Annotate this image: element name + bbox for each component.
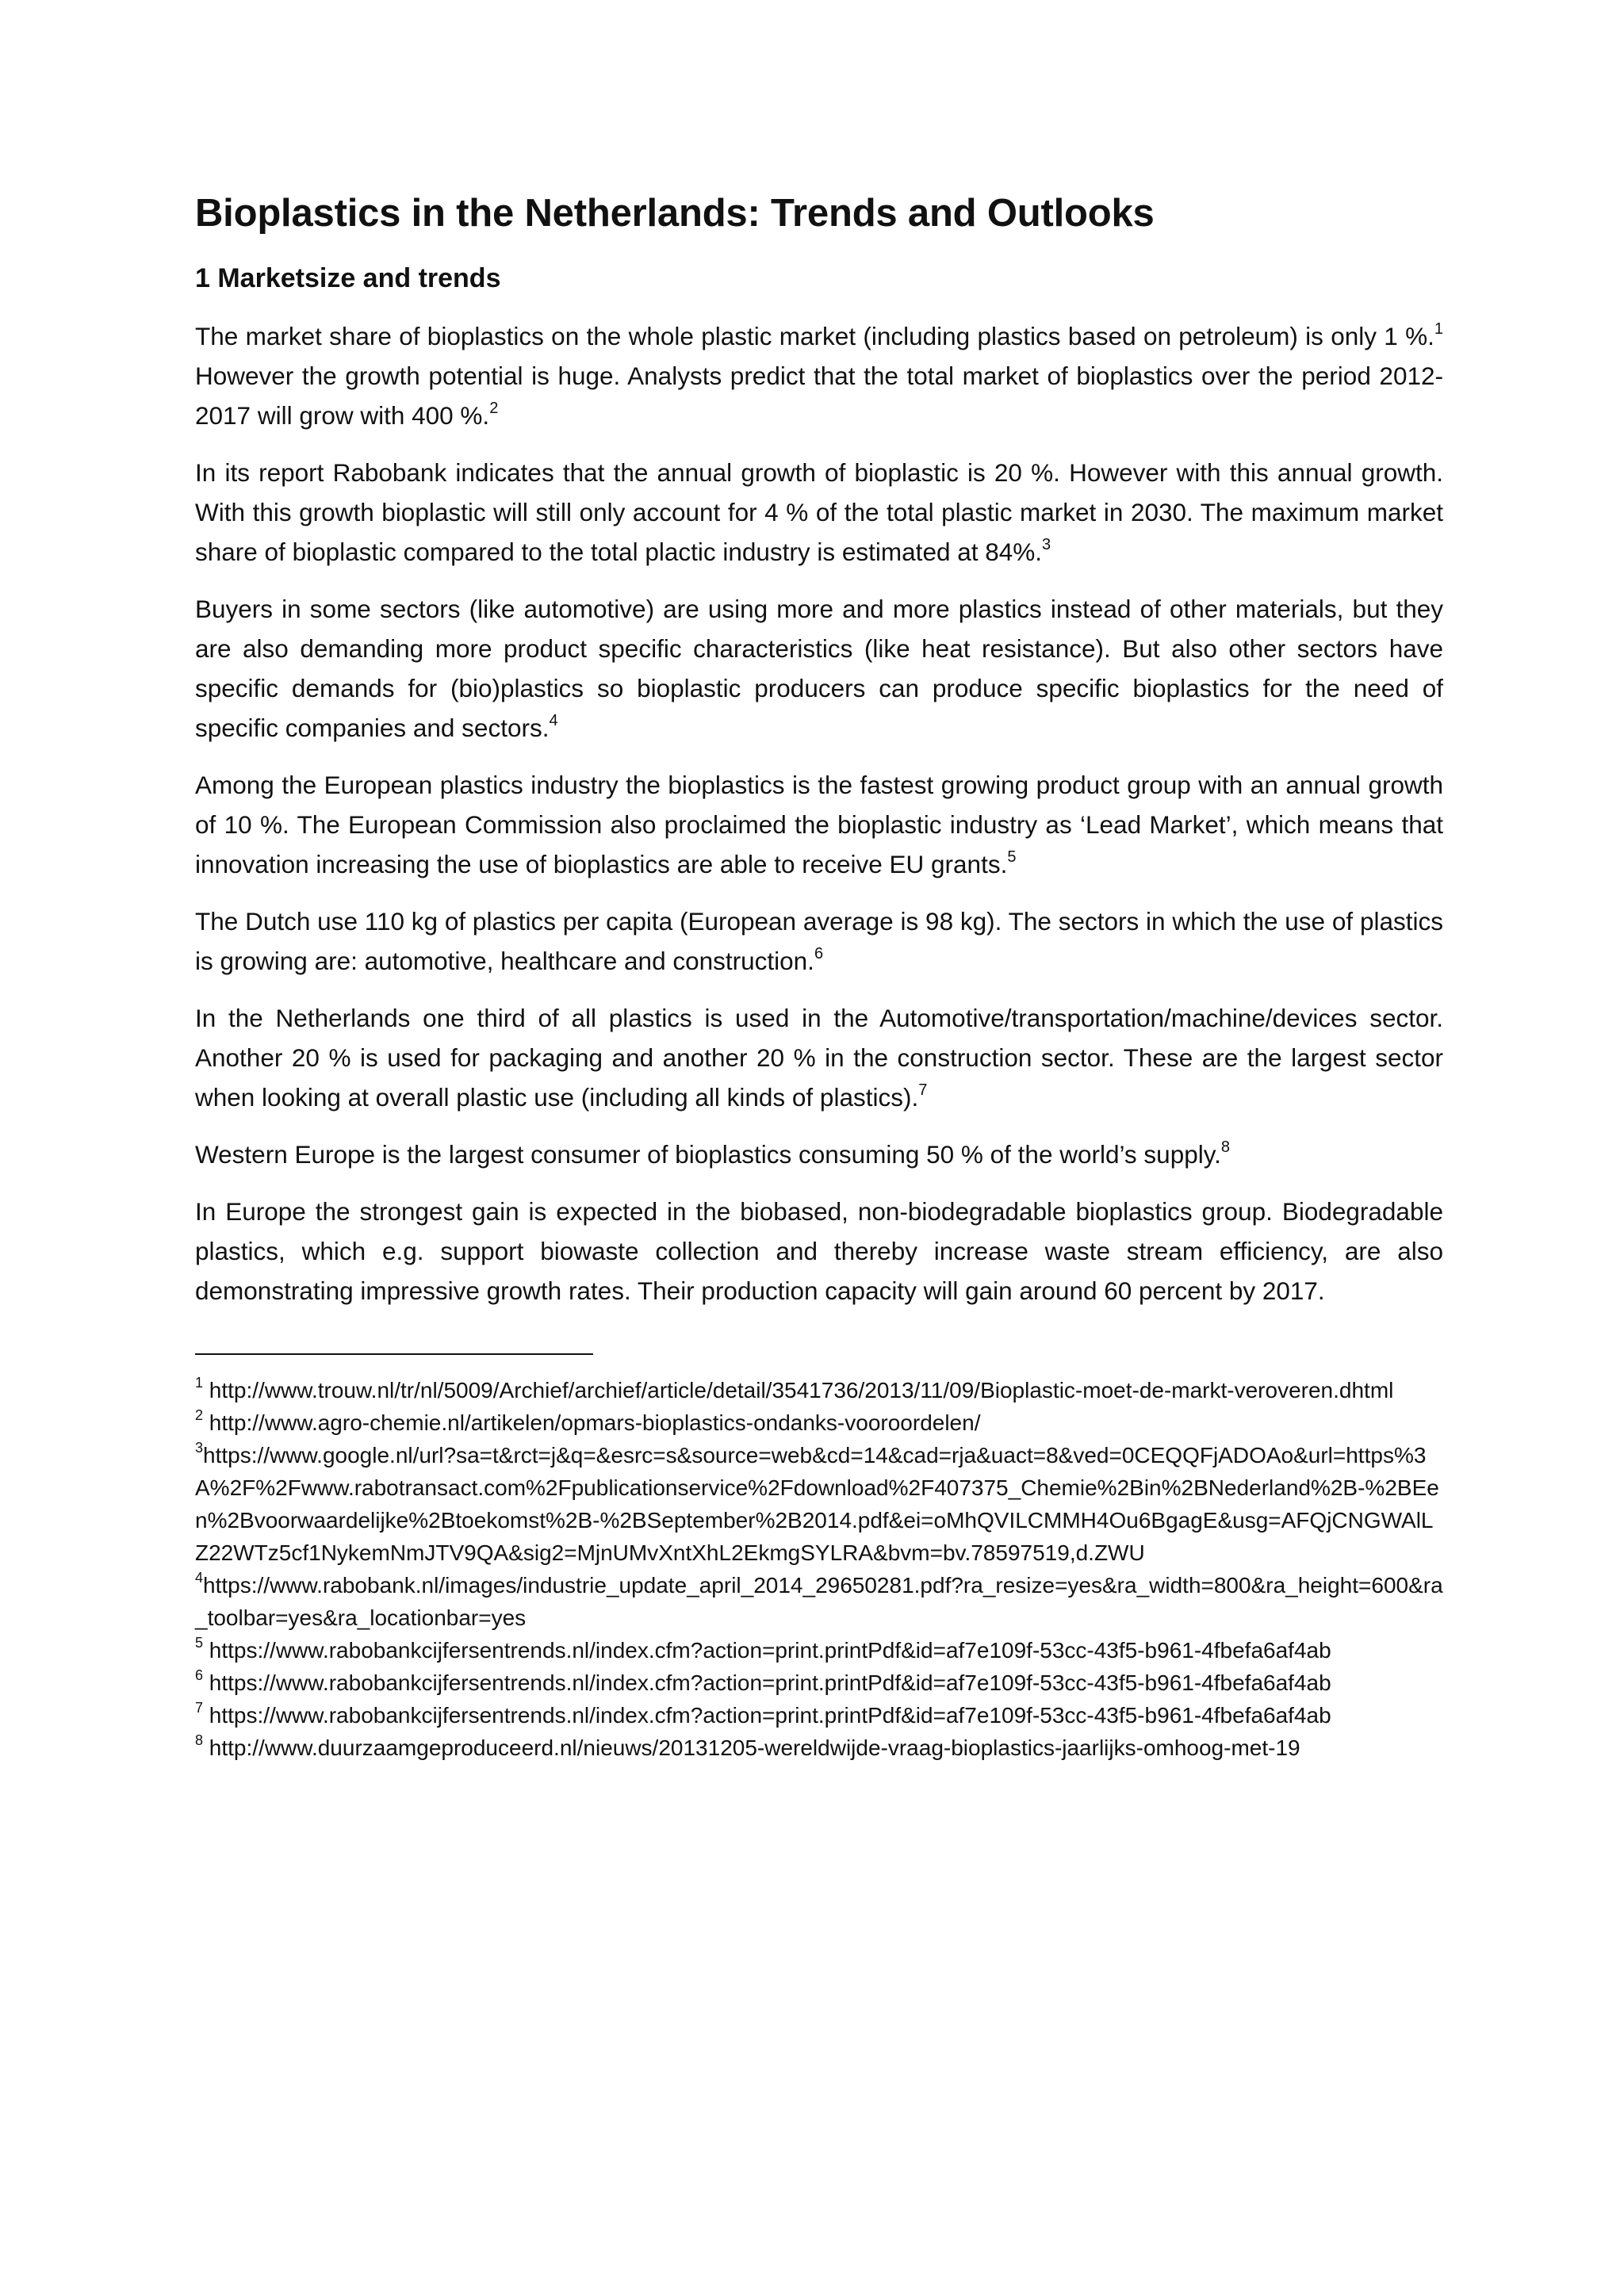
document-page xyxy=(195,190,1443,1764)
paragraph-5 xyxy=(195,901,1443,981)
footnote-link[interactable]: https://www.rabobankcijfersentrends.nl/index.cfm?action=print.printPdf&id=af7e109f-53cc-43f5-b961-4fbefa6af4ab xyxy=(209,1637,1331,1663)
footnote-number: 4 xyxy=(195,1569,204,1586)
footnotes xyxy=(195,1374,1443,1764)
footnote-ref[interactable]: 2 xyxy=(489,400,499,418)
footnote-3 xyxy=(195,1439,1443,1569)
paragraph-1 xyxy=(195,316,1443,435)
footnote-7 xyxy=(195,1699,1443,1732)
paragraph-4 xyxy=(195,765,1443,884)
footnote-ref[interactable]: 8 xyxy=(1220,1138,1231,1157)
paragraph-text: The market share of bioplastics on the whole plastic market (including plastics based on petroleum) is only 1 %. xyxy=(195,321,1434,350)
paragraph-text: In its report Rabobank indicates that the annual growth of bioplastic is 20 %. However with this annual growth. With this growth bioplastic will still only account for 4 % of the total plastic market in 2030. The maximum market share of bioplastic compared to the total plactic industry is estimated at 84%. xyxy=(195,457,1443,566)
document-title: Bioplastics in the Netherlands: Trends and Outlooks xyxy=(195,192,1155,235)
footnote-ref[interactable]: 5 xyxy=(1007,848,1017,867)
paragraph-text: In Europe the strongest gain is expected in the biobased, non-biodegradable bioplastics group. Biodegradable plastics, which e.g. support biowaste collection and thereby increase waste stream efficiency, are also demonstrating impressive growth rates. Their production capacity will gain around 60 percent by 2017. xyxy=(195,1196,1443,1305)
footnote-link[interactable]: http://www.trouw.nl/tr/nl/5009/Archief/archief/article/detail/3541736/2013/11/09/Bioplastic-moet-de-markt-veroveren.dhtml xyxy=(209,1377,1394,1402)
body-text xyxy=(195,316,1443,1311)
section-heading: 1 Marketsize and trends xyxy=(195,262,501,293)
footnote-8 xyxy=(195,1732,1443,1764)
paragraph-2 xyxy=(195,453,1443,572)
footnote-number: 8 xyxy=(195,1732,204,1748)
paragraph-8 xyxy=(195,1192,1443,1311)
footnote-5 xyxy=(195,1634,1443,1667)
footnote-number: 7 xyxy=(195,1699,204,1716)
footnote-ref[interactable]: 1 xyxy=(1434,320,1443,339)
footnote-number: 2 xyxy=(195,1406,204,1423)
paragraph-text: Buyers in some sectors (like automotive) are using more and more plastics instead of other materials, but they are also demanding more product specific characteristics (like heat resistance). But also other sectors have specific demands for (bio)plastics so bioplastic producers can produce specific bioplastics for the need of specific companies and sectors. xyxy=(195,594,1443,742)
paragraph-6 xyxy=(195,998,1443,1117)
footnote-link[interactable]: https://www.rabobank.nl/images/industrie_update_april_2014_29650281.pdf?ra_resize=yes&ra_width=800&ra_height=600&ra_toolbar=yes&ra_locationbar=yes xyxy=(195,1572,1443,1630)
footnote-ref[interactable]: 3 xyxy=(1042,536,1051,554)
footnote-link[interactable]: http://www.duurzaamgeproduceerd.nl/nieuws/20131205-wereldwijde-vraag-bioplastics-jaarlijks-omhoog-met-19 xyxy=(209,1735,1300,1760)
footnote-6 xyxy=(195,1667,1443,1699)
footnote-ref[interactable]: 6 xyxy=(814,945,824,963)
paragraph-text: In the Netherlands one third of all plastics is used in the Automotive/transportation/machine/devices sector. Another 20 % is used for packaging and another 20 % in the construction sector. These are the largest sector when looking at overall plastic use (including all kinds of plastics). xyxy=(195,1003,1443,1112)
footnote-number: 5 xyxy=(195,1634,204,1651)
footnote-ref[interactable]: 4 xyxy=(549,712,558,730)
footnote-number: 3 xyxy=(195,1439,204,1456)
paragraph-7 xyxy=(195,1135,1443,1174)
footnote-link[interactable]: https://www.rabobankcijfersentrends.nl/index.cfm?action=print.printPdf&id=af7e109f-53cc-43f5-b961-4fbefa6af4ab xyxy=(209,1702,1331,1728)
footnote-4 xyxy=(195,1569,1443,1634)
paragraph-3 xyxy=(195,589,1443,748)
footnote-link[interactable]: https://www.google.nl/url?sa=t&rct=j&q=&esrc=s&source=web&cd=14&cad=rja&uact=8&ved=0CEQQFjADOAo&url=https%3A%2F%2Fwww.rabotransact.com%2Fpublicationservice%2Fdownload%2F407375_Chemie%2Bin%2BNederland%2B-%2BEen%2Bvoorwaardelijke%2Btoekomst%2B-%2BSeptember%2B2014.pdf&ei=oMhQVILCMMH4Ou6BgagE&usg=AFQjCNGWAlLZ22WTz5cf1NykemNmJTV9QA&sig2=MjnUMvXntXhL2EkmgSYLRA&bvm=bv.78597519,d.ZWU xyxy=(195,1442,1439,1565)
paragraph-text: Western Europe is the largest consumer of bioplastics consuming 50 % of the world’s supply. xyxy=(195,1139,1221,1169)
footnote-2 xyxy=(195,1406,1443,1439)
footnote-number: 6 xyxy=(195,1667,204,1683)
paragraph-text: However the growth potential is huge. Analysts predict that the total market of bioplastics over the period 2012-2017 will grow with 400 %. xyxy=(195,361,1443,430)
footnote-link[interactable]: https://www.rabobankcijfersentrends.nl/index.cfm?action=print.printPdf&id=af7e109f-53cc-43f5-b961-4fbefa6af4ab xyxy=(209,1670,1331,1695)
footnote-1 xyxy=(195,1374,1443,1406)
footnote-separator xyxy=(195,1353,593,1355)
paragraph-text: The Dutch use 110 kg of plastics per capita (European average is 98 kg). The sectors in which the use of plastics is growing are: automotive, healthcare and construction. xyxy=(195,906,1443,975)
footnote-link[interactable]: http://www.agro-chemie.nl/artikelen/opmars-bioplastics-ondanks-vooroordelen/ xyxy=(209,1410,981,1435)
paragraph-text: Among the European plastics industry the bioplastics is the fastest growing product group with an annual growth of 10 %. The European Commission also proclaimed the bioplastic industry as ‘Lead Market’, which means that innovation increasing the use of bioplastics are able to receive EU grants. xyxy=(195,770,1443,878)
footnote-number: 1 xyxy=(195,1374,204,1391)
footnote-ref[interactable]: 7 xyxy=(918,1081,928,1100)
